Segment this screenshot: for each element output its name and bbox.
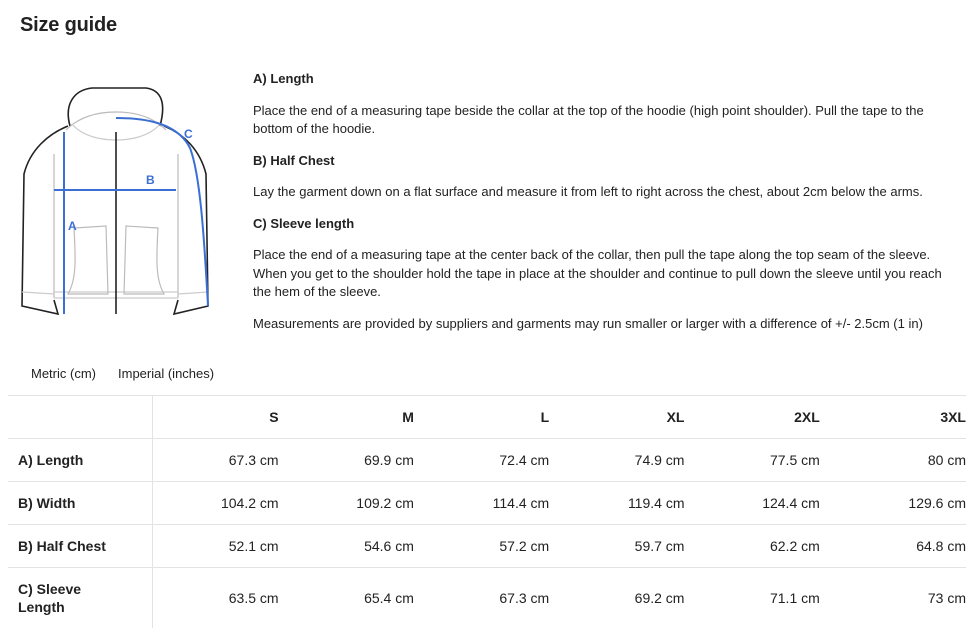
table-cell: 64.8 cm — [820, 525, 966, 568]
table-cell: 77.5 cm — [684, 439, 819, 482]
page-title: Size guide — [20, 14, 117, 36]
table-cell: 119.4 cm — [549, 482, 684, 525]
table-cell: 65.4 cm — [364, 590, 414, 606]
table-row — [8, 482, 966, 525]
size-header: 3XL — [820, 396, 966, 439]
table-cell: 67.3 cm — [153, 439, 279, 482]
hoodie-illustration — [18, 84, 214, 320]
table-cell: 72.4 cm — [414, 439, 549, 482]
measurement-note: Measurements are provided by suppliers and garments may run smaller or larger with a difference of +/- 2.5cm (1 in) — [253, 315, 923, 331]
label-b: B — [146, 173, 155, 187]
imperial-tab[interactable]: Imperial (inches) — [107, 363, 225, 384]
size-header: 2XL — [684, 396, 819, 439]
hoodie-measurement-diagram — [18, 84, 214, 320]
header-corner — [8, 396, 153, 439]
table-cell: 73 cm — [927, 590, 966, 606]
label-a: A — [68, 219, 77, 233]
table-row — [8, 439, 966, 482]
half-chest-heading: B) Half Chest — [253, 152, 335, 168]
row-label — [8, 568, 153, 629]
size-header-row — [8, 396, 966, 439]
sleeve-text: Place the end of a measuring tape at the center back of the collar, then pull the tape along the top seam of the sleeve. When you get to the shoulder hold the tape in place at the shoulder and continue to pull down the sleeve until you reach the hem of the sleeve. — [253, 247, 942, 299]
table-cell: 74.9 cm — [549, 439, 684, 482]
table-cell: 63.5 cm — [228, 590, 279, 606]
table-cell: 67.3 cm — [499, 590, 550, 606]
table-row — [8, 525, 966, 568]
table-cell: 54.6 cm — [279, 525, 414, 568]
row-label: B) Width — [8, 482, 153, 525]
table-cell: 69.9 cm — [279, 439, 414, 482]
unit-toggle — [20, 363, 225, 384]
measurement-instructions — [253, 70, 963, 333]
size-header: L — [414, 396, 549, 439]
table-cell: 69.2 cm — [634, 590, 685, 606]
table-cell: 59.7 cm — [549, 525, 684, 568]
row-label: B) Half Chest — [8, 525, 153, 568]
length-text: Place the end of a measuring tape beside the collar at the top of the hoodie (high point shoulder). Pull the tape to the bottom of the hoodie. — [253, 102, 924, 136]
metric-tab[interactable]: Metric (cm) — [20, 363, 107, 384]
half-chest-text: Lay the garment down on a flat surface and measure it from left to right across the chest, about 2cm below the arms. — [253, 184, 923, 199]
table-row — [8, 568, 966, 629]
size-table — [8, 395, 966, 628]
table-cell: 62.2 cm — [684, 525, 819, 568]
size-header: XL — [549, 396, 684, 439]
size-header: M — [279, 396, 414, 439]
row-label: A) Length — [8, 439, 153, 482]
table-cell: 57.2 cm — [414, 525, 549, 568]
length-heading: A) Length — [253, 71, 314, 86]
table-cell: 52.1 cm — [153, 525, 279, 568]
table-cell: 71.1 cm — [769, 590, 820, 606]
table-cell: 129.6 cm — [820, 482, 966, 525]
table-cell: 80 cm — [820, 439, 966, 482]
table-cell: 124.4 cm — [684, 482, 819, 525]
table-cell: 109.2 cm — [279, 482, 414, 525]
label-c: C — [184, 127, 193, 141]
sleeve-heading: C) Sleeve length — [253, 215, 355, 231]
row-label-text: C) Sleeve Length — [18, 581, 82, 615]
size-header: S — [153, 396, 279, 439]
table-cell: 104.2 cm — [153, 482, 279, 525]
table-cell: 114.4 cm — [414, 482, 549, 525]
